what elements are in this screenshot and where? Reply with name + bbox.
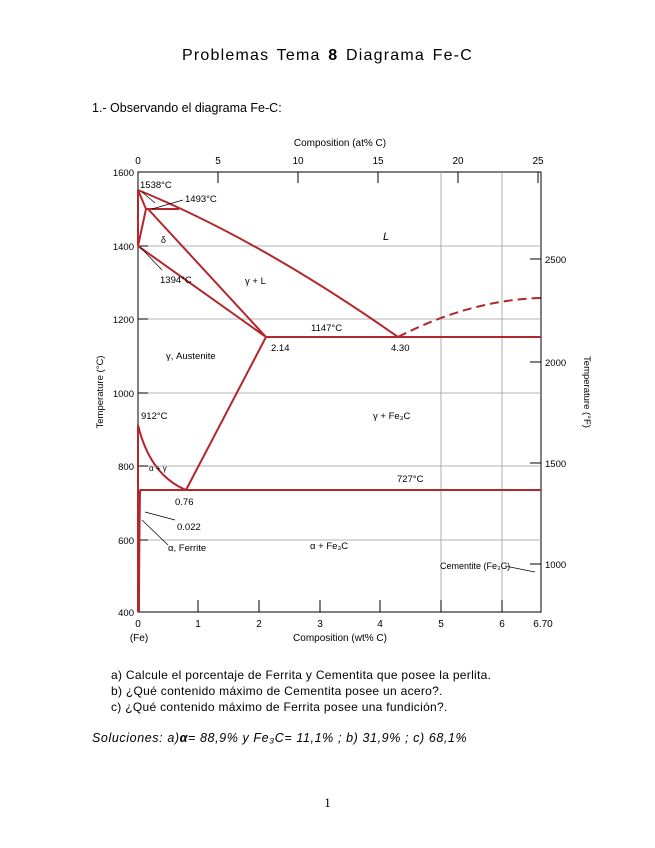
right-tick-label: 2000 xyxy=(545,358,567,369)
question-text: ¿Qué contenido máximo de Ferrita posee una fundición?. xyxy=(125,700,448,714)
delta-gamma-boundary xyxy=(138,209,146,246)
question-letter: c) xyxy=(111,700,122,714)
top-tick-label: 0 xyxy=(135,156,141,167)
right-axis-title: Temperature (°F) xyxy=(581,356,592,428)
question-b xyxy=(111,684,443,698)
solutions-label: Soluciones: xyxy=(92,731,164,745)
question-text: ¿Qué contenido máximo de Cementita posee un acero?. xyxy=(125,684,443,698)
label-gamma-plus-fe3c: γ + Fe₃C xyxy=(373,411,411,422)
liquidus-left xyxy=(138,190,398,337)
question-c xyxy=(111,700,448,714)
top-tick-label: 20 xyxy=(452,156,464,167)
alpha-symbol: α xyxy=(179,731,188,745)
annotation-arrows xyxy=(141,192,535,572)
label-delta: δ xyxy=(161,235,167,245)
right-axis-ticks xyxy=(530,259,541,564)
left-tick-label: 400 xyxy=(118,608,134,619)
bottom-origin-note: (Fe) xyxy=(129,633,149,644)
left-tick-label: 600 xyxy=(118,536,134,547)
solidus-gamma xyxy=(148,209,266,337)
right-tick-label: 1500 xyxy=(545,459,567,470)
diagram-annotations xyxy=(140,180,510,571)
question-letter: b) xyxy=(111,684,123,698)
label-austenite: γ, Austenite xyxy=(166,351,216,362)
bottom-axis-ticks xyxy=(138,600,541,612)
left-tick-label: 1200 xyxy=(112,315,134,326)
question-letter: a) xyxy=(111,668,123,682)
left-tick-label: 1400 xyxy=(112,242,134,253)
top-tick-label: 5 xyxy=(215,156,221,167)
problem-intro: 1.- Observando el diagrama Fe-C: xyxy=(92,101,282,115)
left-tick-label: 800 xyxy=(118,462,134,473)
label-0-022: 0.022 xyxy=(177,522,201,533)
title-prefix: Problemas Tema xyxy=(182,47,321,64)
top-axis-ticks xyxy=(138,172,538,183)
top-tick-label: 25 xyxy=(532,156,544,167)
a3-line xyxy=(138,425,186,490)
question-a xyxy=(111,668,491,682)
label-4-30: 4.30 xyxy=(391,343,410,354)
top-tick-label: 15 xyxy=(372,156,384,167)
question-text: Calcule el porcentaje de Ferrita y Cementita que posee la perlita. xyxy=(125,668,492,682)
left-tick-label: 1600 xyxy=(112,168,134,179)
bottom-tick-label: 3 xyxy=(317,619,323,630)
right-tick-label: 2500 xyxy=(545,255,567,266)
bottom-tick-label: 5 xyxy=(438,619,444,630)
top-tick-label: 10 xyxy=(292,156,304,167)
left-axis-title: Temperature (°C) xyxy=(95,355,106,429)
label-alpha-plus-fe3c: α + Fe₃C xyxy=(310,541,349,552)
label-alpha-gamma: α + γ xyxy=(149,464,167,473)
bottom-tick-label: 0 xyxy=(135,619,141,630)
label-2-14: 2.14 xyxy=(271,343,290,354)
bottom-tick-labels xyxy=(135,619,553,630)
page-number: 1 xyxy=(324,795,331,810)
label-1394: 1394°C xyxy=(160,275,192,286)
bottom-tick-label: 4 xyxy=(377,619,383,630)
bottom-tick-label: 2 xyxy=(256,619,262,630)
vertical-gridlines xyxy=(441,172,502,612)
title-number: 8 xyxy=(328,47,339,64)
label-gamma-plus-l: γ + L xyxy=(245,276,266,287)
label-1538: 1538°C xyxy=(140,180,172,191)
label-727: 727°C xyxy=(397,474,424,485)
label-1493: 1493°C xyxy=(185,194,217,205)
top-tick-labels xyxy=(135,156,544,167)
bottom-tick-label: 6.70 xyxy=(533,619,553,630)
label-liquid: L xyxy=(383,231,390,243)
liquidus-right-dashed xyxy=(398,298,541,337)
bottom-tick-label: 6 xyxy=(499,619,505,630)
label-0-76: 0.76 xyxy=(175,497,194,508)
right-tick-label: 1000 xyxy=(545,560,567,571)
left-tick-label: 1000 xyxy=(112,389,134,400)
ferrite-solvus xyxy=(139,490,140,612)
label-912: 912°C xyxy=(141,411,168,422)
solutions-line xyxy=(92,731,467,745)
label-cementite: Cementite (Fe₃C) xyxy=(440,561,511,571)
left-tick-labels xyxy=(113,168,134,619)
bottom-tick-label: 1 xyxy=(195,619,201,630)
label-ferrite: α, Ferrite xyxy=(168,543,207,554)
solutions-a-prefix: a) xyxy=(167,731,180,745)
right-tick-labels xyxy=(545,255,566,571)
bottom-axis-title: Composition (wt% C) xyxy=(293,633,387,644)
solutions-text: = 88,9% y Fe₃C= 11,1% ; b) 31,9% ; c) 68,1% xyxy=(188,731,468,745)
title-suffix: Diagrama Fe-C xyxy=(346,47,473,64)
top-axis-title: Composition (at% C) xyxy=(293,138,387,149)
label-1147: 1147°C xyxy=(311,323,343,334)
gamma-left-boundary xyxy=(138,246,266,337)
